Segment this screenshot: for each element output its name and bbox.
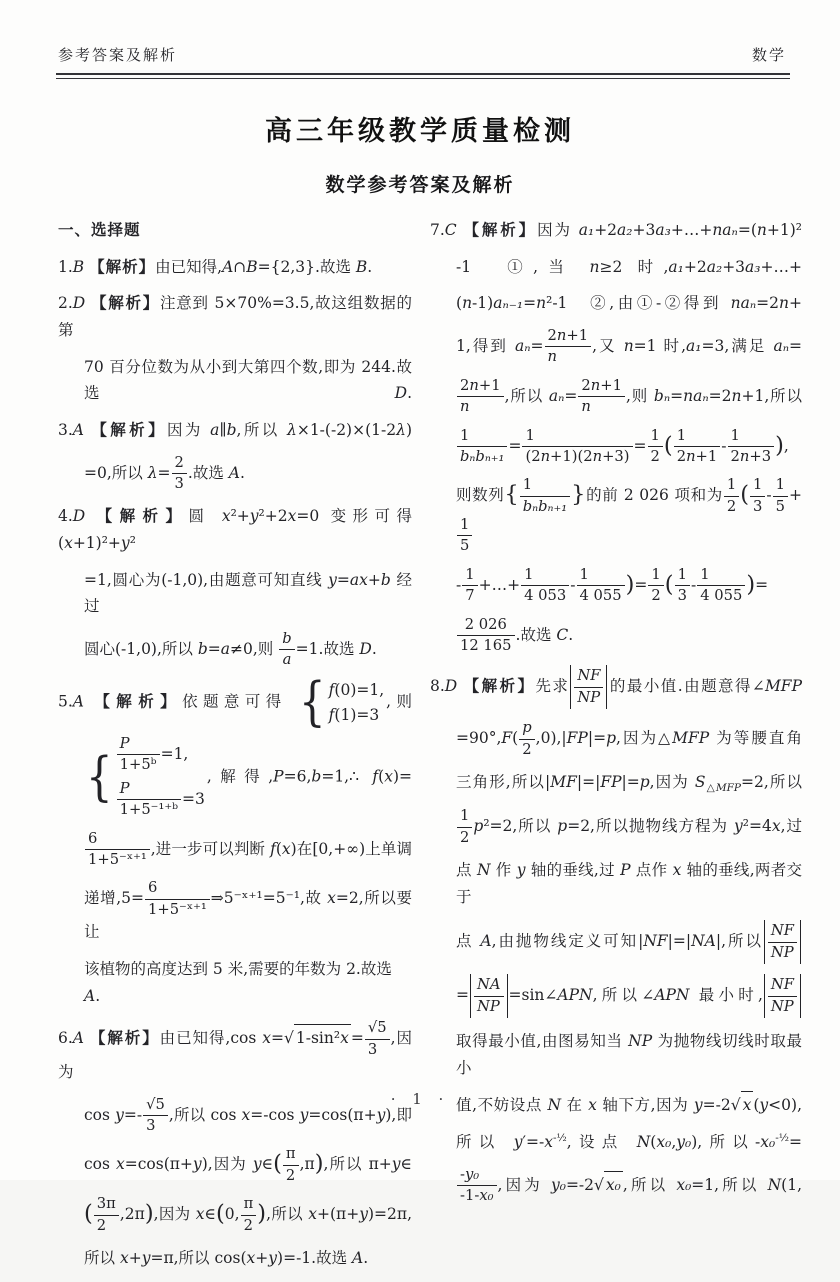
fraction <box>648 427 663 467</box>
content-line <box>430 857 802 910</box>
text-segment: - <box>456 575 462 594</box>
text-segment: ,设点 N(x₀,y₀),所以-x₀ <box>566 1133 776 1152</box>
text-segment: ,进一步可以判断 f(x)在[0,+∞)上单调 <box>150 839 412 858</box>
numerator: 1 <box>460 426 470 444</box>
abs-fraction <box>470 974 508 1018</box>
numerator: 2n+1 <box>581 376 622 394</box>
fraction <box>457 516 472 556</box>
text-segment: ,则 bₙ=naₙ=2n+1,所以 <box>625 386 803 405</box>
content-columns <box>0 213 840 1282</box>
text-segment: = <box>456 986 469 1004</box>
text-segment: 0, <box>224 1205 240 1224</box>
content-line <box>58 630 412 670</box>
numerator: 1 <box>730 426 740 444</box>
big-delimiter: ) <box>314 1151 324 1178</box>
text-segment: =1, <box>160 744 189 763</box>
big-delimiter: ) <box>746 571 756 598</box>
content-line <box>430 1166 802 1206</box>
text-segment: 5.A <box>58 692 84 711</box>
content-line <box>58 830 412 870</box>
radicand: x <box>741 1091 754 1119</box>
fraction <box>94 1195 119 1235</box>
superscript: -½ <box>775 1131 789 1144</box>
text-segment: ,所以 π+y∈ <box>323 1155 412 1174</box>
content-line <box>430 920 802 964</box>
content-line <box>430 427 802 467</box>
content-line <box>430 290 802 317</box>
denominator: 4 055 <box>697 585 745 605</box>
text-segment: ,因为 x∈ <box>153 1205 217 1224</box>
cases-row <box>116 735 205 775</box>
big-delimiter: ) <box>144 1200 154 1227</box>
content-line <box>58 1145 412 1185</box>
content-line <box>430 719 802 759</box>
text-segment: 4.D <box>58 507 86 526</box>
numerator: √5 <box>367 1019 387 1037</box>
text-segment: =1.故选 D. <box>295 639 377 658</box>
fraction <box>283 1145 299 1185</box>
column-left <box>58 217 412 1282</box>
content-line <box>430 254 802 281</box>
denominator: bₙbₙ₊₁ <box>520 496 570 516</box>
fraction <box>724 476 739 516</box>
content-line <box>430 769 802 797</box>
fraction <box>117 735 160 775</box>
superscript: -½ <box>553 1131 567 1144</box>
text-segment: =2,所以 <box>741 773 802 791</box>
big-delimiter: ( <box>216 1200 225 1227</box>
content-line <box>58 454 412 494</box>
text-segment: , <box>783 436 789 455</box>
denominator: 5 <box>457 535 472 555</box>
text-segment: 注意到 5×70%=3.5,故这组数据的第 <box>58 294 412 339</box>
content-line <box>58 956 412 1009</box>
numerator: NA <box>477 976 501 994</box>
text-segment: = <box>633 436 647 455</box>
big-delimiter: ( <box>84 1200 93 1227</box>
fraction <box>728 427 775 467</box>
numerator: 1 <box>460 516 470 534</box>
denominator: 2 <box>519 739 534 759</box>
text-segment: 1.B <box>58 257 85 276</box>
text-segment: 三角形,所以|MF|=|FP|=p,因为 S <box>456 773 706 791</box>
content-line <box>58 1019 412 1085</box>
numerator: 1 <box>460 807 470 825</box>
text-segment: ,所以 cos x=-cos y=cos(π+y),即 <box>168 1105 413 1124</box>
cases-row <box>116 780 205 820</box>
text-segment: ,所以 aₙ= <box>504 386 578 405</box>
big-delimiter: ) <box>775 432 784 459</box>
text-segment: 6.A <box>58 1029 84 1048</box>
header-left-label: 参考答案及解析 <box>58 46 178 64</box>
text-segment: -1 ①,当 n≥2 时,a₁+2a₂+3a₃+…+ <box>456 257 802 276</box>
fraction <box>520 476 570 516</box>
bold-label: 一、选择题 <box>58 221 141 239</box>
text-segment: =sin∠APN,所以∠APN 最小时, <box>508 986 763 1004</box>
content-line <box>430 377 802 417</box>
denominator: 4 053 <box>521 585 569 605</box>
page-title: 高三年级教学质量检测 <box>265 116 575 147</box>
text-segment: ,2π <box>119 1205 145 1224</box>
numerator: -y₀ <box>460 1165 480 1183</box>
content-line <box>58 417 412 444</box>
fraction <box>521 566 569 606</box>
denominator: 12 165 <box>457 635 515 655</box>
numerator: 1 <box>522 476 533 494</box>
text-segment: 8.D <box>430 677 458 696</box>
fraction <box>457 807 472 847</box>
numerator: 1 <box>677 565 687 583</box>
text-segment: 所以 x+y=π,所以 cos(x+y)=-1.故选 A. <box>84 1248 369 1267</box>
content-line <box>58 1245 412 1272</box>
text-segment: ,因为 y₀=-2 <box>497 1175 595 1194</box>
text-segment: =0,所以 λ= <box>84 463 171 482</box>
numerator: √5 <box>146 1095 165 1113</box>
text-segment: f(1)=3 <box>328 705 380 724</box>
header-double-rule <box>56 73 790 79</box>
text-segment: 因为 a∥b,所以 λ×1-(-2)×(1-2λ) <box>166 420 412 439</box>
fraction <box>522 427 632 467</box>
content-line <box>430 807 802 847</box>
content-line <box>58 1195 412 1235</box>
radical <box>594 1171 623 1199</box>
fraction <box>457 377 504 417</box>
text-segment: .故选 A. <box>187 463 245 482</box>
bold-label: 【解析】 <box>91 420 167 439</box>
fraction <box>172 454 187 494</box>
denominator: 1+5ᵇ <box>117 754 160 774</box>
denominator: 3 <box>365 1039 390 1059</box>
numerator: 1 <box>524 565 534 583</box>
content-line <box>430 217 802 244</box>
denominator: 1+5⁻¹⁺ᵇ <box>117 799 181 819</box>
numerator: 2n+1 <box>547 326 589 344</box>
numerator: 2 026 <box>464 615 507 633</box>
text-segment: (n-1)aₙ₋₁=n²-1 ②,由①-②得到 naₙ=2n+ <box>456 294 802 313</box>
content-line <box>58 567 412 620</box>
text-segment: ,0),|FP|=p,因为△MFP 为等腰直角 <box>535 729 802 748</box>
abs-fraction <box>764 974 801 1018</box>
big-delimiter: } <box>571 482 586 508</box>
content-line <box>58 217 412 244</box>
denominator: NP <box>768 942 797 962</box>
numerator: π <box>285 1145 296 1163</box>
content-line <box>430 974 802 1018</box>
text-segment: +…+ <box>478 575 521 594</box>
denominator: NP <box>574 687 603 707</box>
content-line <box>430 476 802 556</box>
numerator: P <box>119 735 130 753</box>
denominator: 1+5⁻ˣ⁺¹ <box>85 849 150 869</box>
text-segment: 则数列 <box>456 486 505 505</box>
denominator: 2 <box>241 1215 257 1235</box>
text-segment: 圆心(-1,0),所以 b=a≠0,则 <box>84 639 279 658</box>
big-delimiter: ( <box>273 1151 282 1178</box>
denominator: bₙbₙ₊₁ <box>457 446 507 466</box>
numerator: 1 <box>579 565 589 583</box>
cases-rows <box>116 735 205 820</box>
fraction <box>773 476 788 516</box>
text-segment: = <box>508 436 522 455</box>
text-segment: - <box>766 486 772 505</box>
numerator: 6 <box>148 879 158 897</box>
text-segment: cos x=cos(π+y),因为 y∈ <box>84 1155 274 1174</box>
text-segment: ,π <box>299 1155 315 1174</box>
text-segment: .故选 C. <box>515 625 574 644</box>
column-right <box>430 217 802 1282</box>
text-segment: - <box>721 436 727 455</box>
cases-rows <box>329 680 384 725</box>
bold-label: 【解析】 <box>96 507 189 526</box>
text-segment: - <box>570 575 576 594</box>
fraction <box>457 616 515 656</box>
denominator: 2 <box>94 1215 119 1235</box>
numerator: b <box>282 630 292 647</box>
numerator: 1 <box>775 476 785 494</box>
denominator: n <box>545 346 592 366</box>
text-segment: =1,圆心为(-1,0),由题意可知直线 y=ax+b 经过 <box>84 570 412 616</box>
fraction <box>545 327 592 367</box>
denominator: 2 <box>648 446 663 466</box>
fraction <box>674 427 721 467</box>
radical-sign: √ <box>730 1096 741 1115</box>
content-line <box>58 879 412 945</box>
fraction <box>519 719 534 759</box>
text-segment: =90°,F( <box>456 729 519 748</box>
big-delimiter: { <box>504 482 519 508</box>
text-segment: 7.C <box>430 221 457 239</box>
text-segment: 依题意可得 <box>182 692 298 711</box>
content-line <box>430 1028 802 1081</box>
content-line <box>58 735 412 820</box>
cases-group: { $\frac{P}{\text{1+5ᵇ}}$ =1, $\frac{P}{\text{1+5⁻¹⁺ᵇ}}$ =3 <box>86 735 205 819</box>
text-segment: = <box>350 1029 364 1048</box>
fraction <box>457 1166 497 1206</box>
subscript: △MFP <box>705 782 742 795</box>
abs-fraction <box>764 920 801 964</box>
bold-label: 【解析】 <box>94 692 183 711</box>
big-delimiter: ) <box>257 1200 267 1227</box>
big-delimiter: ) <box>625 571 635 598</box>
radical-sign: √ <box>594 1175 604 1194</box>
big-delimiter: ( <box>740 482 749 508</box>
denominator: 3 <box>675 585 690 605</box>
text-segment: 取得最小值,由图易知当 NP 为抛物线切线时取最小 <box>456 1031 802 1077</box>
denominator: NP <box>474 996 504 1016</box>
text-segment: ,所以 x₀=1,所以 N(1, <box>622 1175 802 1194</box>
fraction <box>697 566 745 606</box>
numerator: 3π <box>96 1195 116 1213</box>
text-segment: ,所以 x+(π+y)=2π, <box>266 1205 412 1224</box>
content-line <box>430 665 802 709</box>
denominator: 2n+3 <box>728 446 775 466</box>
content-line <box>58 290 412 343</box>
denominator: a <box>279 649 294 669</box>
numerator: 2 <box>174 453 184 471</box>
content-line <box>58 503 412 556</box>
numerator: 1 <box>700 565 710 583</box>
numerator: 1 <box>525 426 535 444</box>
denominator: 2 <box>648 585 663 605</box>
fraction <box>365 1019 390 1059</box>
text-segment: 1,得到 aₙ= <box>456 336 544 355</box>
denominator: 2n+1 <box>674 446 721 466</box>
bold-label: 【解析】 <box>90 294 161 313</box>
cases-group: { f(0)=1, f(1)=3 <box>299 671 385 733</box>
text-segment: 由已知得,A∩B={2,3}.故选 B. <box>155 257 373 276</box>
header-right-label: 数学 <box>751 46 786 64</box>
numerator: NF <box>770 922 794 940</box>
denominator: (2n+1)(2n+3) <box>522 446 632 466</box>
numerator: p <box>522 719 532 737</box>
content-line <box>430 1129 802 1156</box>
radicand: 1-sin²x <box>294 1024 351 1052</box>
text-segment: =3 <box>182 789 205 808</box>
page-header <box>0 0 840 73</box>
content-line <box>430 327 802 367</box>
denominator: 2 <box>283 1165 299 1185</box>
text-segment: = <box>789 1133 802 1152</box>
text-segment: 的前 2 026 项和为 <box>585 486 723 505</box>
text-segment: 点 A,由抛物线定义可知|NF|=|NA|,所以 <box>456 932 763 951</box>
numerator: 1 <box>726 476 737 494</box>
fraction <box>750 476 765 516</box>
text-segment: 点 N 作 y 轴的垂线,过 P 点作 x 轴的垂线,两者交于 <box>456 861 802 906</box>
text-segment: = <box>634 575 648 594</box>
fraction <box>279 630 294 670</box>
fraction <box>145 879 210 919</box>
denominator: n <box>457 396 504 416</box>
denominator: 2 <box>457 827 472 847</box>
numerator: 2n+1 <box>460 376 501 394</box>
text-segment: 的最小值.由题意得∠MFP <box>608 677 802 696</box>
text-segment: ,解得,P=6,b=1,∴ f(x)= <box>206 767 412 786</box>
text-segment: 由已知得,cos x= <box>159 1029 284 1048</box>
numerator: 1 <box>651 565 661 583</box>
text-segment: ,又 n=1 时,a₁=3,满足 aₙ= <box>592 336 803 355</box>
fraction <box>117 780 181 820</box>
text-segment: ⇒5⁻ˣ⁺¹=5⁻¹,故 x=2,所以要让 <box>84 889 413 942</box>
fraction <box>648 566 663 606</box>
big-delimiter: ( <box>664 571 674 598</box>
text-segment: + <box>788 486 802 505</box>
numerator: NF <box>770 976 794 994</box>
denominator: 3 <box>750 496 765 516</box>
page-subtitle: 数学参考答案及解析 <box>325 174 515 196</box>
radical <box>284 1024 351 1052</box>
text-segment: 3.A <box>58 420 84 439</box>
text-segment: 该植物的高度达到 5 米,需要的年数为 2.故选 A. <box>84 959 392 1005</box>
text-segment: 2.D <box>58 294 86 313</box>
abs-fraction <box>570 665 607 709</box>
denominator: 3 <box>172 473 187 493</box>
fraction <box>577 566 625 606</box>
text-segment: ,因为 <box>58 1029 412 1081</box>
bold-label: 【解析】 <box>89 257 156 276</box>
content-line <box>58 254 412 281</box>
denominator: 3 <box>143 1115 168 1135</box>
text-segment: 圆 x²+y²+2x=0 变形可得(x+1)²+y² <box>58 507 412 553</box>
content-line <box>430 616 802 656</box>
bold-label: 【解析】 <box>463 221 538 239</box>
text-segment: 因为 a₁+2a₂+3a₃+…+naₙ=(n+1)² <box>537 221 802 239</box>
cases-row <box>329 680 384 700</box>
text-segment: cos y=- <box>84 1105 143 1124</box>
text-segment: 递增,5= <box>84 889 144 908</box>
numerator: π <box>243 1195 254 1213</box>
denominator: -1-x₀ <box>457 1185 497 1205</box>
denominator: 4 055 <box>577 585 625 605</box>
numerator: P <box>119 779 130 797</box>
radical-sign: √ <box>283 1029 294 1048</box>
text-segment: f(0)=1, <box>328 680 385 699</box>
fraction <box>241 1195 257 1235</box>
denominator: 1+5⁻ˣ⁺¹ <box>145 899 210 919</box>
fraction <box>578 377 625 417</box>
denominator: n <box>578 396 625 416</box>
text-segment: 所以 y′=-x <box>456 1133 553 1152</box>
bold-label: 【解析】 <box>463 677 536 696</box>
numerator: 1 <box>676 426 687 444</box>
text-segment: - <box>690 575 697 594</box>
big-delimiter: ( <box>663 432 673 459</box>
numerator: 1 <box>650 426 660 444</box>
fraction <box>675 566 690 606</box>
fraction <box>462 566 477 606</box>
denominator: 2 <box>724 496 739 516</box>
fraction <box>457 427 507 467</box>
content-line <box>58 354 412 407</box>
text-segment: = <box>755 575 769 594</box>
numerator: NF <box>577 667 601 685</box>
text-segment: (y<0), <box>753 1096 802 1115</box>
cases-row <box>329 705 384 725</box>
numerator: 6 <box>88 829 98 847</box>
text-segment: 先求 <box>535 677 570 696</box>
numerator: 1 <box>752 476 763 494</box>
content-line <box>430 566 802 606</box>
text-segment: 70 百分位数为从小到大第四个数,即为 244.故选 D. <box>84 357 412 403</box>
text-segment: 值,不妨设点 N 在 x 轴下方,因为 y=-2 <box>456 1096 731 1115</box>
text-segment: ,则 <box>386 692 412 711</box>
page-number: · 1 · <box>390 1090 450 1108</box>
bold-label: 【解析】 <box>89 1029 160 1048</box>
content-line <box>58 671 412 733</box>
denominator: 5 <box>773 496 788 516</box>
denominator: 7 <box>462 585 477 605</box>
text-segment: p²=2,所以 p=2,所以抛物线方程为 y²=4x,过 <box>473 817 802 836</box>
radicand: x₀ <box>604 1171 623 1199</box>
numerator: 1 <box>465 565 475 583</box>
denominator: NP <box>768 996 797 1016</box>
fraction <box>85 830 150 870</box>
